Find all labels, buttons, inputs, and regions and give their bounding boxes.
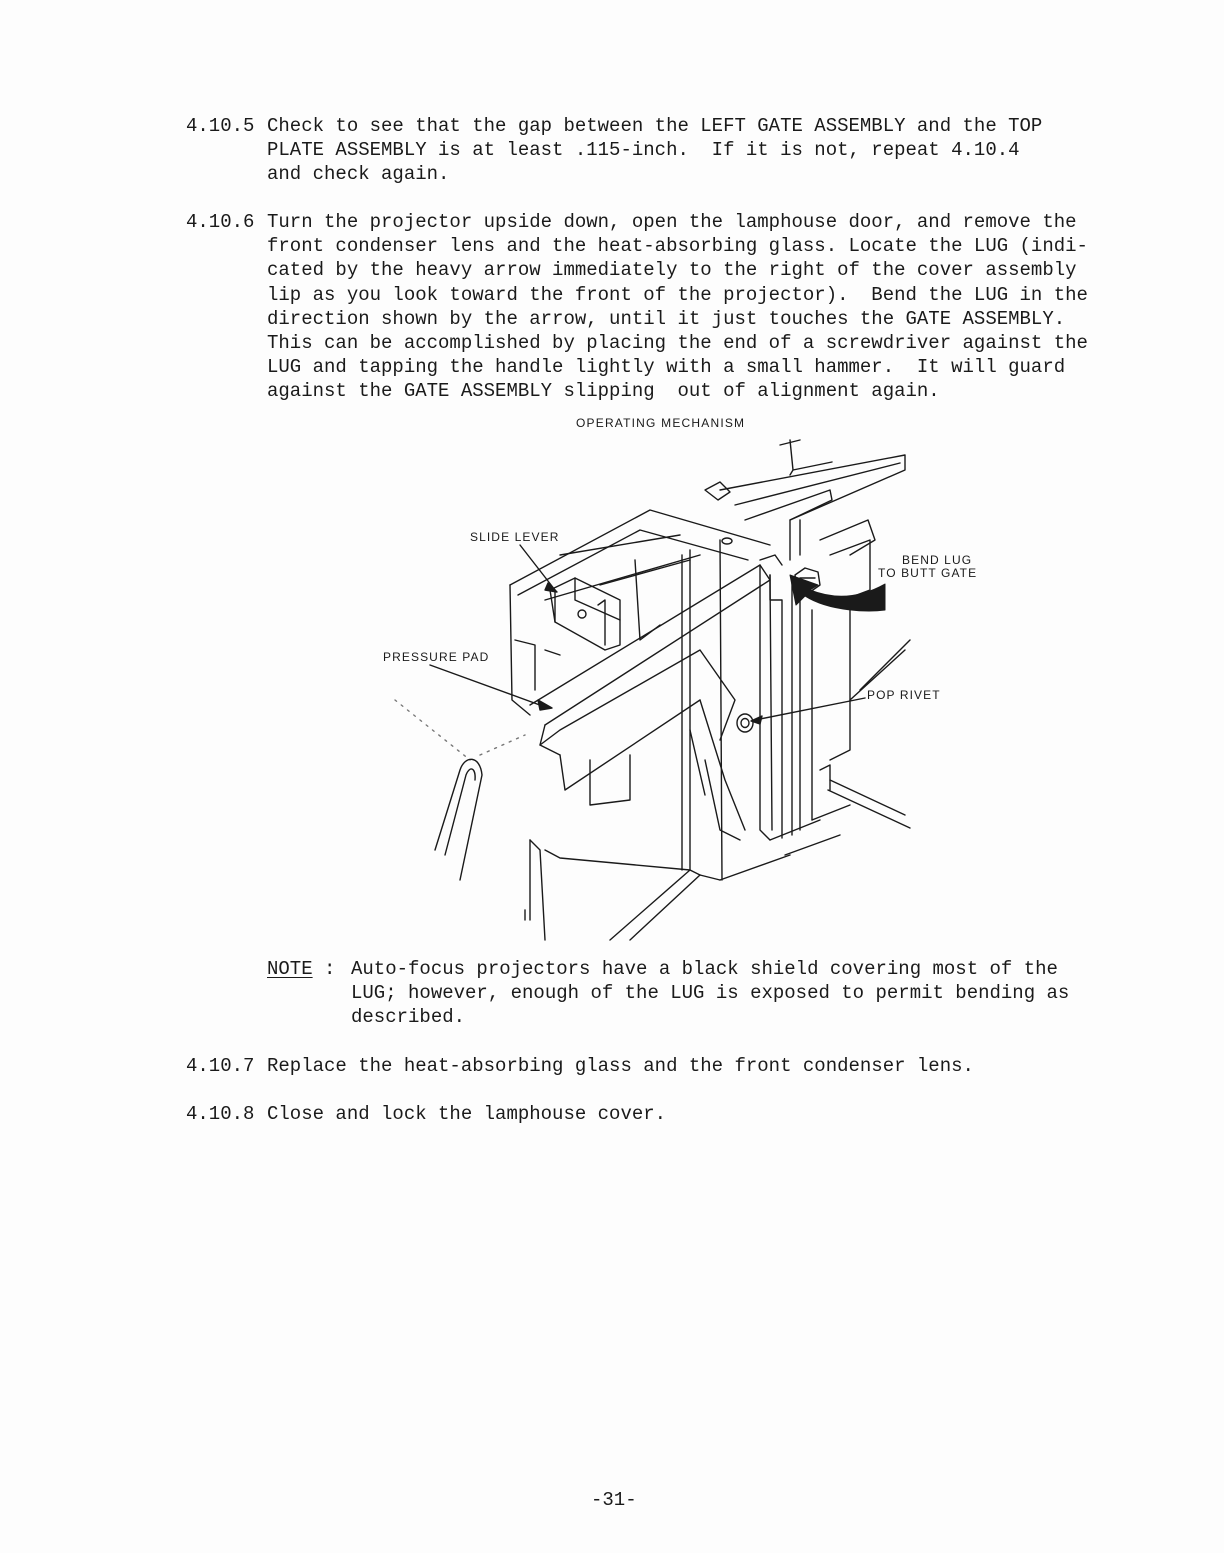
step-4-10-6 xyxy=(186,210,1146,404)
note-line: described. xyxy=(351,1006,466,1029)
step-line: This can be accomplished by placing the end of a screwdriver against the xyxy=(267,332,1088,355)
bend-lug-arrow xyxy=(790,575,885,611)
page-number: -31- xyxy=(591,1489,637,1511)
figure-title: OPERATING MECHANISM xyxy=(576,416,746,430)
step-number: 4.10.7 xyxy=(186,1055,255,1077)
step-number: 4.10.6 xyxy=(186,211,255,233)
note-text xyxy=(351,957,1147,1030)
step-line: cated by the heavy arrow immediately to the right of the cover assembly xyxy=(267,259,1077,282)
base-plate xyxy=(525,840,790,940)
callout-pop-rivet: POP RIVET xyxy=(867,688,941,702)
step-4-10-7 xyxy=(186,1054,1146,1078)
callout-slide-lever: SLIDE LEVER xyxy=(470,530,560,544)
projector-outline xyxy=(395,700,525,880)
callout-bend-lug: BEND LUG xyxy=(902,553,973,567)
step-number: 4.10.8 xyxy=(186,1103,255,1125)
top-hole xyxy=(722,538,732,544)
callout-pressure-pad: PRESSURE PAD xyxy=(383,650,490,664)
step-line: and check again. xyxy=(267,163,450,186)
note-line: Auto-focus projectors have a black shield covering most of the xyxy=(351,958,1058,980)
callout-to-butt-gate: TO BUTT GATE xyxy=(878,566,978,580)
step-text xyxy=(267,210,1146,404)
step-number: 4.10.5 xyxy=(186,115,255,137)
note-block xyxy=(267,957,1147,1030)
step-4-10-8 xyxy=(186,1102,1146,1126)
step-line: Check to see that the gap between the LEFT GATE ASSEMBLY and the TOP xyxy=(267,115,1043,137)
note-line: LUG; however, enough of the LUG is exposed to permit bending as xyxy=(351,982,1070,1005)
step-text xyxy=(267,1054,1146,1078)
step-line: against the GATE ASSEMBLY slipping out of alignment again. xyxy=(267,380,940,403)
step-line: direction shown by the arrow, until it just touches the GATE ASSEMBLY. xyxy=(267,307,1066,330)
step-4-10-5 xyxy=(186,114,1146,187)
step-text xyxy=(267,1102,1146,1126)
step-line: lip as you look toward the front of the projector). Bend the LUG in the xyxy=(267,283,1088,306)
step-line: Close and lock the lamphouse cover. xyxy=(267,1103,667,1125)
note-colon: : xyxy=(324,958,336,980)
step-line: LUG and tapping the handle lightly with a small hammer. It will guard xyxy=(267,356,1066,379)
step-line: front condenser lens and the heat-absorbing glass. Locate the LUG (indi- xyxy=(267,235,1088,258)
cover-assembly xyxy=(530,565,772,840)
step-text xyxy=(267,114,1146,187)
pop-rivet-part xyxy=(737,714,753,732)
note-label: NOTE xyxy=(267,958,313,980)
step-line: Turn the projector upside down, open the lamphouse door, and remove the xyxy=(267,211,1077,233)
step-line: Replace the heat-absorbing glass and the front condenser lens. xyxy=(267,1055,974,1077)
step-line: PLATE ASSEMBLY is at least .115-inch. If it is not, repeat 4.10.4 xyxy=(267,139,1020,162)
